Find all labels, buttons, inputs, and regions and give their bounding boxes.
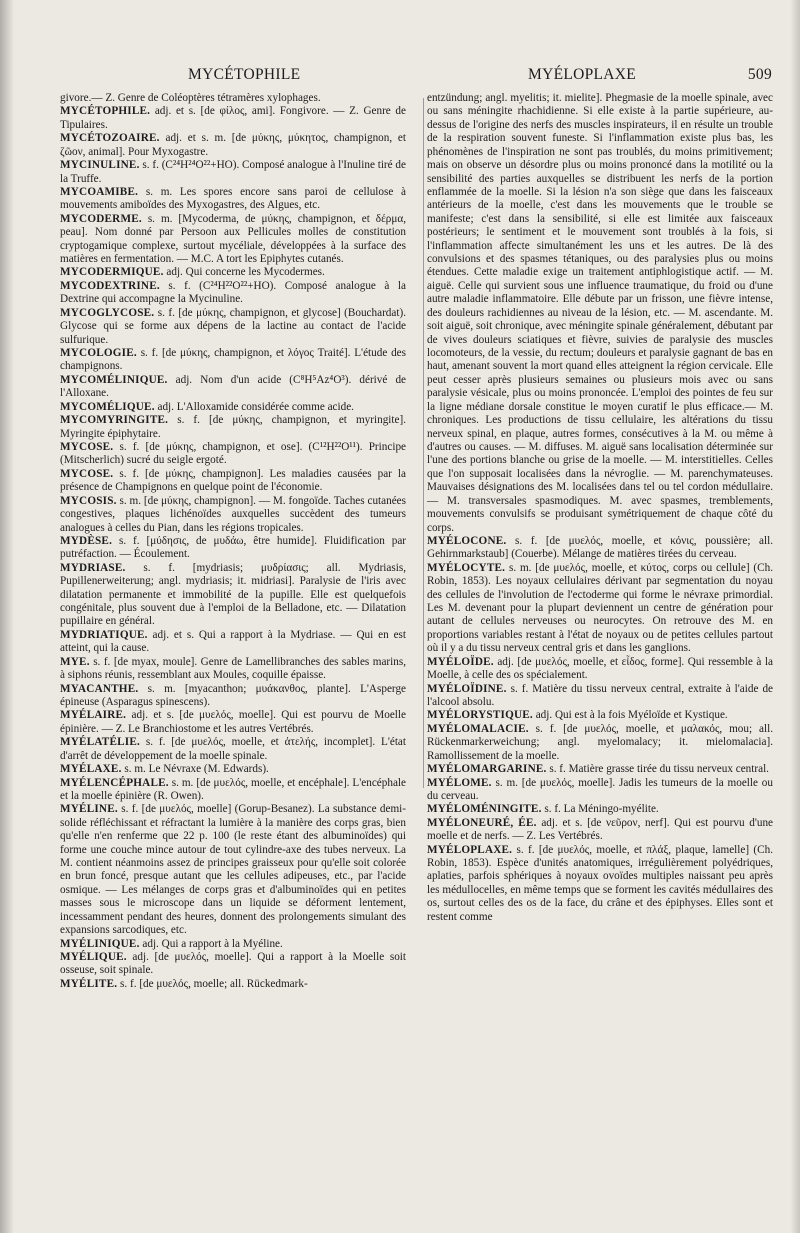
entry-definition: s. f. [de μυελός, moelle, et πλάξ, plaque, lamelle] (Ch. Robin, 1853). Espèce d'unités anatomiques, irrégulièrement polyédriques, aplaties, parfois sphériques à noyaux ovoïdes multiples naissant peu après les médullocelles, en même temps que se forment les cavités médullaires des os, surtout celles des os de la face, du crâne et des épiphyses. Elles sont et restent comme [427,843,773,923]
entry-headword: MYCOMÉLIQUE. [60,400,155,413]
entry-definition: s. m. [de μυελός, moelle]. Jadis les tumeurs de la moelle ou du cerveau. [427,776,773,802]
entry-definition: s. f. [mydriasis; μυδρίασις; all. Mydriasis, Pupillenerweiterung; angl. mydriasis; it. midriasi]. Paralysie de l'iris avec dilatation permanente et immobilité de la pupille. Elle est quelquefois congénitale, plus souvent due à l'emploi de la Belladone, etc. — Dilatation pupillaire en général. [60,561,406,628]
entry-headword: MYÉLINIQUE. [60,937,140,950]
text-columns [40,92,784,1232]
entry-headword: MYÉLONEURÉ, ÉE. [427,816,537,829]
entry-headword: MYÉLOMALACIE. [427,722,529,735]
dictionary-entry [427,763,773,776]
entry-definition: s. m. [de μυελός, moelle, et κύτος, corps ou cellule] (Ch. Robin, 1853). Les noyaux cellulaires dérivant par segmentation du noyau des cellules de l'involution de l'ectoderme qui forme le névraxe primordial. Les M. devenant pour la plupart deviennent un centre de génération pour autant de cellules nerveuses ou neurocytes. On retrouve des M. en proportions variables restant à l'état de noyaux ou de petites cellules partout où il y a du tissu nerveux central gris et dans les ganglions. [427,561,773,655]
dictionary-entry [60,629,406,656]
entry-headword: MYÉLITE. [60,977,118,990]
entry-definition: adj. et s. Qui a rapport à la Mydriase. — Qui en est atteint, qui la cause. [60,628,406,655]
entry-headword: MYCODERME. [60,212,142,225]
entry-headword: MYCOSE. [60,467,114,480]
entry-definition: s. f. [de μύκης, champignon, et ose]. (C¹²H²²O¹¹). Principe (Mitscherlich) sucré du seigle ergoté. [60,440,406,467]
dictionary-entry [427,535,773,562]
dictionary-entry [60,683,406,710]
dictionary-entry [60,468,406,495]
entry-headword: MYCOMÉLINIQUE. [60,373,168,386]
entry-headword: MYCODERMIQUE. [60,266,164,279]
dictionary-entry [427,562,773,656]
dictionary-entry [60,978,406,991]
entry-definition: adj. et s. [de φίλος, ami]. Fongivore. — Z. Genre de Tipulaires. [60,105,406,131]
entry-definition: s. m. [de μυελός, moelle, et encéphale]. L'encéphale et la moelle épinière (R. Owen). [60,776,406,802]
dictionary-entry [60,92,406,105]
entry-headword: MYCÉTOZOAIRE. [60,132,160,145]
dictionary-entry [60,441,406,468]
entry-headword: MYÉLOCONE. [427,534,507,547]
entry-definition: adj. Qui est à la fois Myéloïde et Kystique. [535,709,728,722]
entry-headword: MYÉLOÏDE. [427,655,494,668]
entry-definition: s. f. [de myax, moule]. Genre de Lamellibranches des sables marins, à siphons réunis, ressemblant aux Moules, coquille épaisse. [60,655,406,682]
entry-definition: s. f. [de μύκης, champignon, et glycose] (Bouchardat). Glycose qui se forme aux dépens de la lactine au contact de l'acide sulfurique. [60,306,406,346]
entry-headword: MYACANTHE. [60,682,139,695]
entry-definition: s. f. (C²⁴H²²O²²+HO). Composé analogue à la Dextrine qui accompagne la Mycinuline. [60,279,406,306]
dictionary-entry [60,132,406,159]
entry-definition: s. f. [de μύκης, champignon]. Les maladies causées par la présence de Champignons en quelque point de l'économie. [60,467,406,494]
entry-definition: s. f. Matière grasse tirée du tissu nerveux central. [549,763,769,776]
entry-headword: MYCINULINE. [60,159,140,172]
dictionary-entry [60,374,406,401]
dictionary-entry [60,763,406,776]
scan-edge-shadow [790,0,800,1233]
dictionary-entry [427,803,773,816]
entry-headword: MYÉLIQUE. [60,951,127,963]
dictionary-entry [60,938,406,951]
entry-headword: MYDÈSE. [60,534,113,547]
entry-headword: MYÉLOME. [427,776,492,789]
entry-definition: s. f. [de μύκης, champignon, et myringite]. Myringite épiphytaire. [60,414,406,440]
entry-headword: MYDRIASE. [60,561,126,574]
dictionary-entry [60,347,406,374]
dictionary-entry [427,709,773,722]
right-column [427,92,773,1222]
entry-definition: adj. Qui concerne les Mycodermes. [166,266,325,279]
entry-definition: s. f. [μύδησις, de μυδάω, être humide]. Fluidification par putréfaction. — Écoulement. [60,534,406,561]
entry-definition: s. f. [de μυελός, moelle] (Gorup-Besanez). La substance demi-solide réfléchissant et réfractant la lumière à la manière des corps gras, bien qu'elle n'en renferme que 22 p. 100 (le reste étant des albuminoïdes) qui forme une couche mince autour de tout cylindre-axe des tubes nerveux. La M. contient néanmoins assez de principes graisseux pour qu'elle soit colorée en brun foncé, presque autant que les cellules adipeuses, etc., par l'acide osmique. — Les mélanges de corps gras et d'albuminoïdes qui en petites masses sous le microscope dans un liquide se déforment lentement, incessamment pendant des heures, donnent des prolongements simulant des expansions sarcodiques, etc. [60,803,406,937]
entry-definition: s. m. Les spores encore sans paroi de cellulose à mouvements amiboïdes des Myxogastres, des Algues, etc. [60,185,406,212]
entry-headword: MYCOMYRINGITE. [60,414,169,427]
dictionary-entry [427,844,773,925]
entry-headword: MYÉLOCYTE. [427,561,506,574]
dictionary-entry [60,159,406,186]
dictionary-entry [60,495,406,535]
dictionary-entry [60,105,406,132]
dictionary-entry [60,414,406,441]
dictionary-entry [427,656,773,683]
entry-definition: s. f. [de μύκης, champignon, et λόγος Traité]. L'étude des champignons. [60,347,406,373]
dictionary-entry [427,723,773,763]
dictionary-entry [60,307,406,347]
column-divider [423,98,424,788]
entry-definition: s. f. [de μυελός, moelle, et κόνις, poussière; all. Gehirnmarkstaub] (Couerbe). Mélange de matières tirées du cerveau. [427,534,773,561]
entry-headword: MYE. [60,655,90,668]
dictionary-entry [60,777,406,804]
dictionary-entry [60,280,406,307]
entry-definition: s. f. (C²⁴H²⁴O²²+HO). Composé analogue à l'Inuline tiré de la Truffe. [60,159,406,185]
dictionary-entry [60,951,406,978]
entry-headword: MYDRIATIQUE. [60,628,148,641]
binding-shadow [0,0,14,1233]
entry-definition: s. f. Matière du tissu nerveux central, extraite à l'aide de l'alcool absolu. [427,682,773,708]
entry-headword: MYCOGLYCOSE. [60,306,155,319]
running-header [40,64,772,88]
entry-definition: s. f. [de μυελός, moelle, et μαλακός, mou; all. Rückenmarkerweichung; angl. myelomalacy; it. mielomalacia]. Ramollissement de la moelle. [427,722,773,762]
dictionary-entry [60,266,406,279]
dictionary-entry [427,92,773,535]
entry-headword: MYÉLORYSTIQUE. [427,709,533,722]
entry-headword: MYÉLINE. [60,803,118,816]
entry-definition: s. f. [de μυελός, moelle, et ἀτελής, incomplet]. L'état d'arrêt de développement de la moelle spinale. [60,736,406,762]
dictionary-entry [60,213,406,267]
entry-definition: s. m. [de μύκης, champignon]. — M. fongoïde. Taches cutanées congestives, plaques lichénoïdes auxquelles succèdent des tumeurs analogues à celles du Pian, dans les régions tropicales. [60,494,406,534]
entry-headword: MYCOSIS. [60,494,117,507]
dictionary-entry [60,535,406,562]
dictionary-entry [427,817,773,844]
entry-headword: MYCÉTOPHILE. [60,105,151,118]
entry-headword: MYÉLOMARGARINE. [427,763,547,776]
dictionary-entry [60,562,406,629]
entry-headword: MYÉLOPLAXE. [427,843,513,856]
entry-definition: s. f. [de μυελός, moelle; all. Rückedmark- [120,977,308,990]
entry-definition: s. m. Le Névraxe (M. Edwards). [124,763,269,776]
dictionary-entry [60,803,406,937]
dictionary-entry [60,656,406,683]
entry-definition: s. f. La Méningo-myélite. [544,803,659,816]
entry-definition: s. m. [Mycoderma, de μύκης, champignon, et δέρμα, peau]. Nom donné par Persoon aux Pellicules molles de constitution cryptogamique complexe, surtout mycéliale, développées à la surface des matières en fermentation. — M.C. A tort les Epiphytes cutanés. [60,212,406,266]
page-number: 509 [747,66,772,83]
left-column [60,92,406,1222]
dictionary-entry [60,709,406,736]
entry-definition: adj. [de μυελός, moelle]. Qui a rapport à la Moelle soit osseuse, soit spinale. [60,951,406,977]
entry-headword: MYCODEXTRINE. [60,279,160,292]
dictionary-entry [60,736,406,763]
entry-definition: adj. et s. [de νεῦρον, nerf]. Qui est pourvu d'une moelle et de nerfs. — Z. Les Vertébrés. [427,816,773,843]
entry-definition: adj. Qui a rapport à la Myéline. [142,937,283,950]
dictionary-entry [60,401,406,414]
entry-definition: entzündung; angl. myelitis; it. mielite]. Phegmasie de la moelle spinale, avec ou sans méningite rhachidienne. Si elle existe à la partie supérieure, au-dessus de l'origine des nerfs des muscles inspirateurs, il en résulte un trouble de la respiration souvent funeste. Si l'inflammation existe plus bas, les phénomènes de l'inspiration ne sont pas troublés, du moins primitivement; mais on observe un désordre plus ou moins prononcé dans la motilité ou la sensibilité des parties auxquelles se distribuent les nerfs de la portion enflammée de la moelle. Si la lésion n'a son siège que dans les faisceaux antérieurs de la moelle, c'est dans les mouvements que le trouble se manifeste; c'est dans la sensibilité, si elle est limitée aux faisceaux postérieurs; le sentiment et le mouvement sont troublés à la fois, si l'inflammation affecte simultanément les uns et les autres. De là des convulsions et des spasmes tétaniques, ou des paralysies plus ou moins étendues. Cette maladie exige un traitement antiphlogistique actif. — M. aiguë. Celle qui survient sous une influence traumatique, du froid ou d'une autre maladie inflammatoire. Elle débute par un frisson, une fièvre intense, des douleurs rachidiennes au niveau de la lésion, etc. — M. ascendante. M. soit aiguë, soit chronique, avec méningite spinale généralement, débutant par de vives douleurs sciatiques et fièvre, suivies de paralysie des muscles locomoteurs, de la vessie, du rectum; douleurs et paralysie gagnant de bas en haut, amenant souvent la mort quand elles atteignent la région cervicale. Elle peut cesser après plusieurs semaines ou plusieurs mois avec ou sans paralysie vésicale, plus ou moins prononcée. L'emploi des pointes de feu sur la ligne médiane dorsale constitue le moyen curatif le plus efficace.— M. chroniques. Les productions de tissu cellulaire, les altérations du tissu nerveux spinal, en plaque, autres formes, consécutives à la M. ou même à d'autres ou causes. — M. diffuses. M. aiguë sans localisation déterminée sur l'une des portions blanche ou grise de la moelle. — M. interstitielles. Celles que l'on supposait localisées dans la névroglie. — M. parenchymateuses. Mauvaises désignations des M. localisées dans tel ou tel cordon médullaire. — M. transversales spasmodiques. M. avec spasmes, tremblements, mouvements convulsifs se produisant symétriquement de chaque côté du corps. [427,92,773,534]
entry-headword: MYCOSE. [60,440,114,453]
entry-definition: adj. et s. m. [de μύκης, μύκητος, champignon, et ζῶον, animal]. Pour Myxogastre. [60,132,406,158]
entry-headword: MYÉLOMÉNINGITE. [427,803,542,816]
dictionary-entry [60,186,406,213]
entry-headword: MYÉLENCÉPHALE. [60,776,169,789]
dictionary-entry [427,777,773,804]
entry-definition: adj. et s. [de μυελός, moelle]. Qui est pourvu de Moelle épinière. — Z. Le Branchiostome et les autres Vertébrés. [60,709,406,735]
entry-headword: MYÉLOÏDINE. [427,682,507,695]
entry-headword: MYÉLAIRE. [60,709,127,722]
entry-headword: MYÉLATÉLIE. [60,736,141,749]
entry-headword: MYCOLOGIE. [60,347,137,360]
left-running-head: MYCÉTOPHILE [188,66,301,83]
entry-definition: adj. L'Alloxamide considérée comme acide. [157,400,354,413]
entry-definition: adj. [de μυελός, moelle, et εἶδος, forme]. Qui ressemble à la Moelle, à celle des os spécialement. [427,655,773,682]
entry-definition: adj. Nom d'un acide (C⁸H⁵Az⁴O³). dérivé de l'Alloxane. [60,373,406,400]
dictionary-entry [427,683,773,710]
right-running-head: MYÉLOPLAXE [528,66,637,83]
entry-definition: s. m. [myacanthon; μυάκανθος, plante]. L'Asperge épineuse (Asparagus spinescens). [60,682,406,708]
entry-headword: MYÉLAXE. [60,763,122,776]
entry-headword: MYCOAMIBE. [60,185,139,198]
entry-definition: givore.— Z. Genre de Coléoptères tétramères xylophages. [60,92,321,104]
